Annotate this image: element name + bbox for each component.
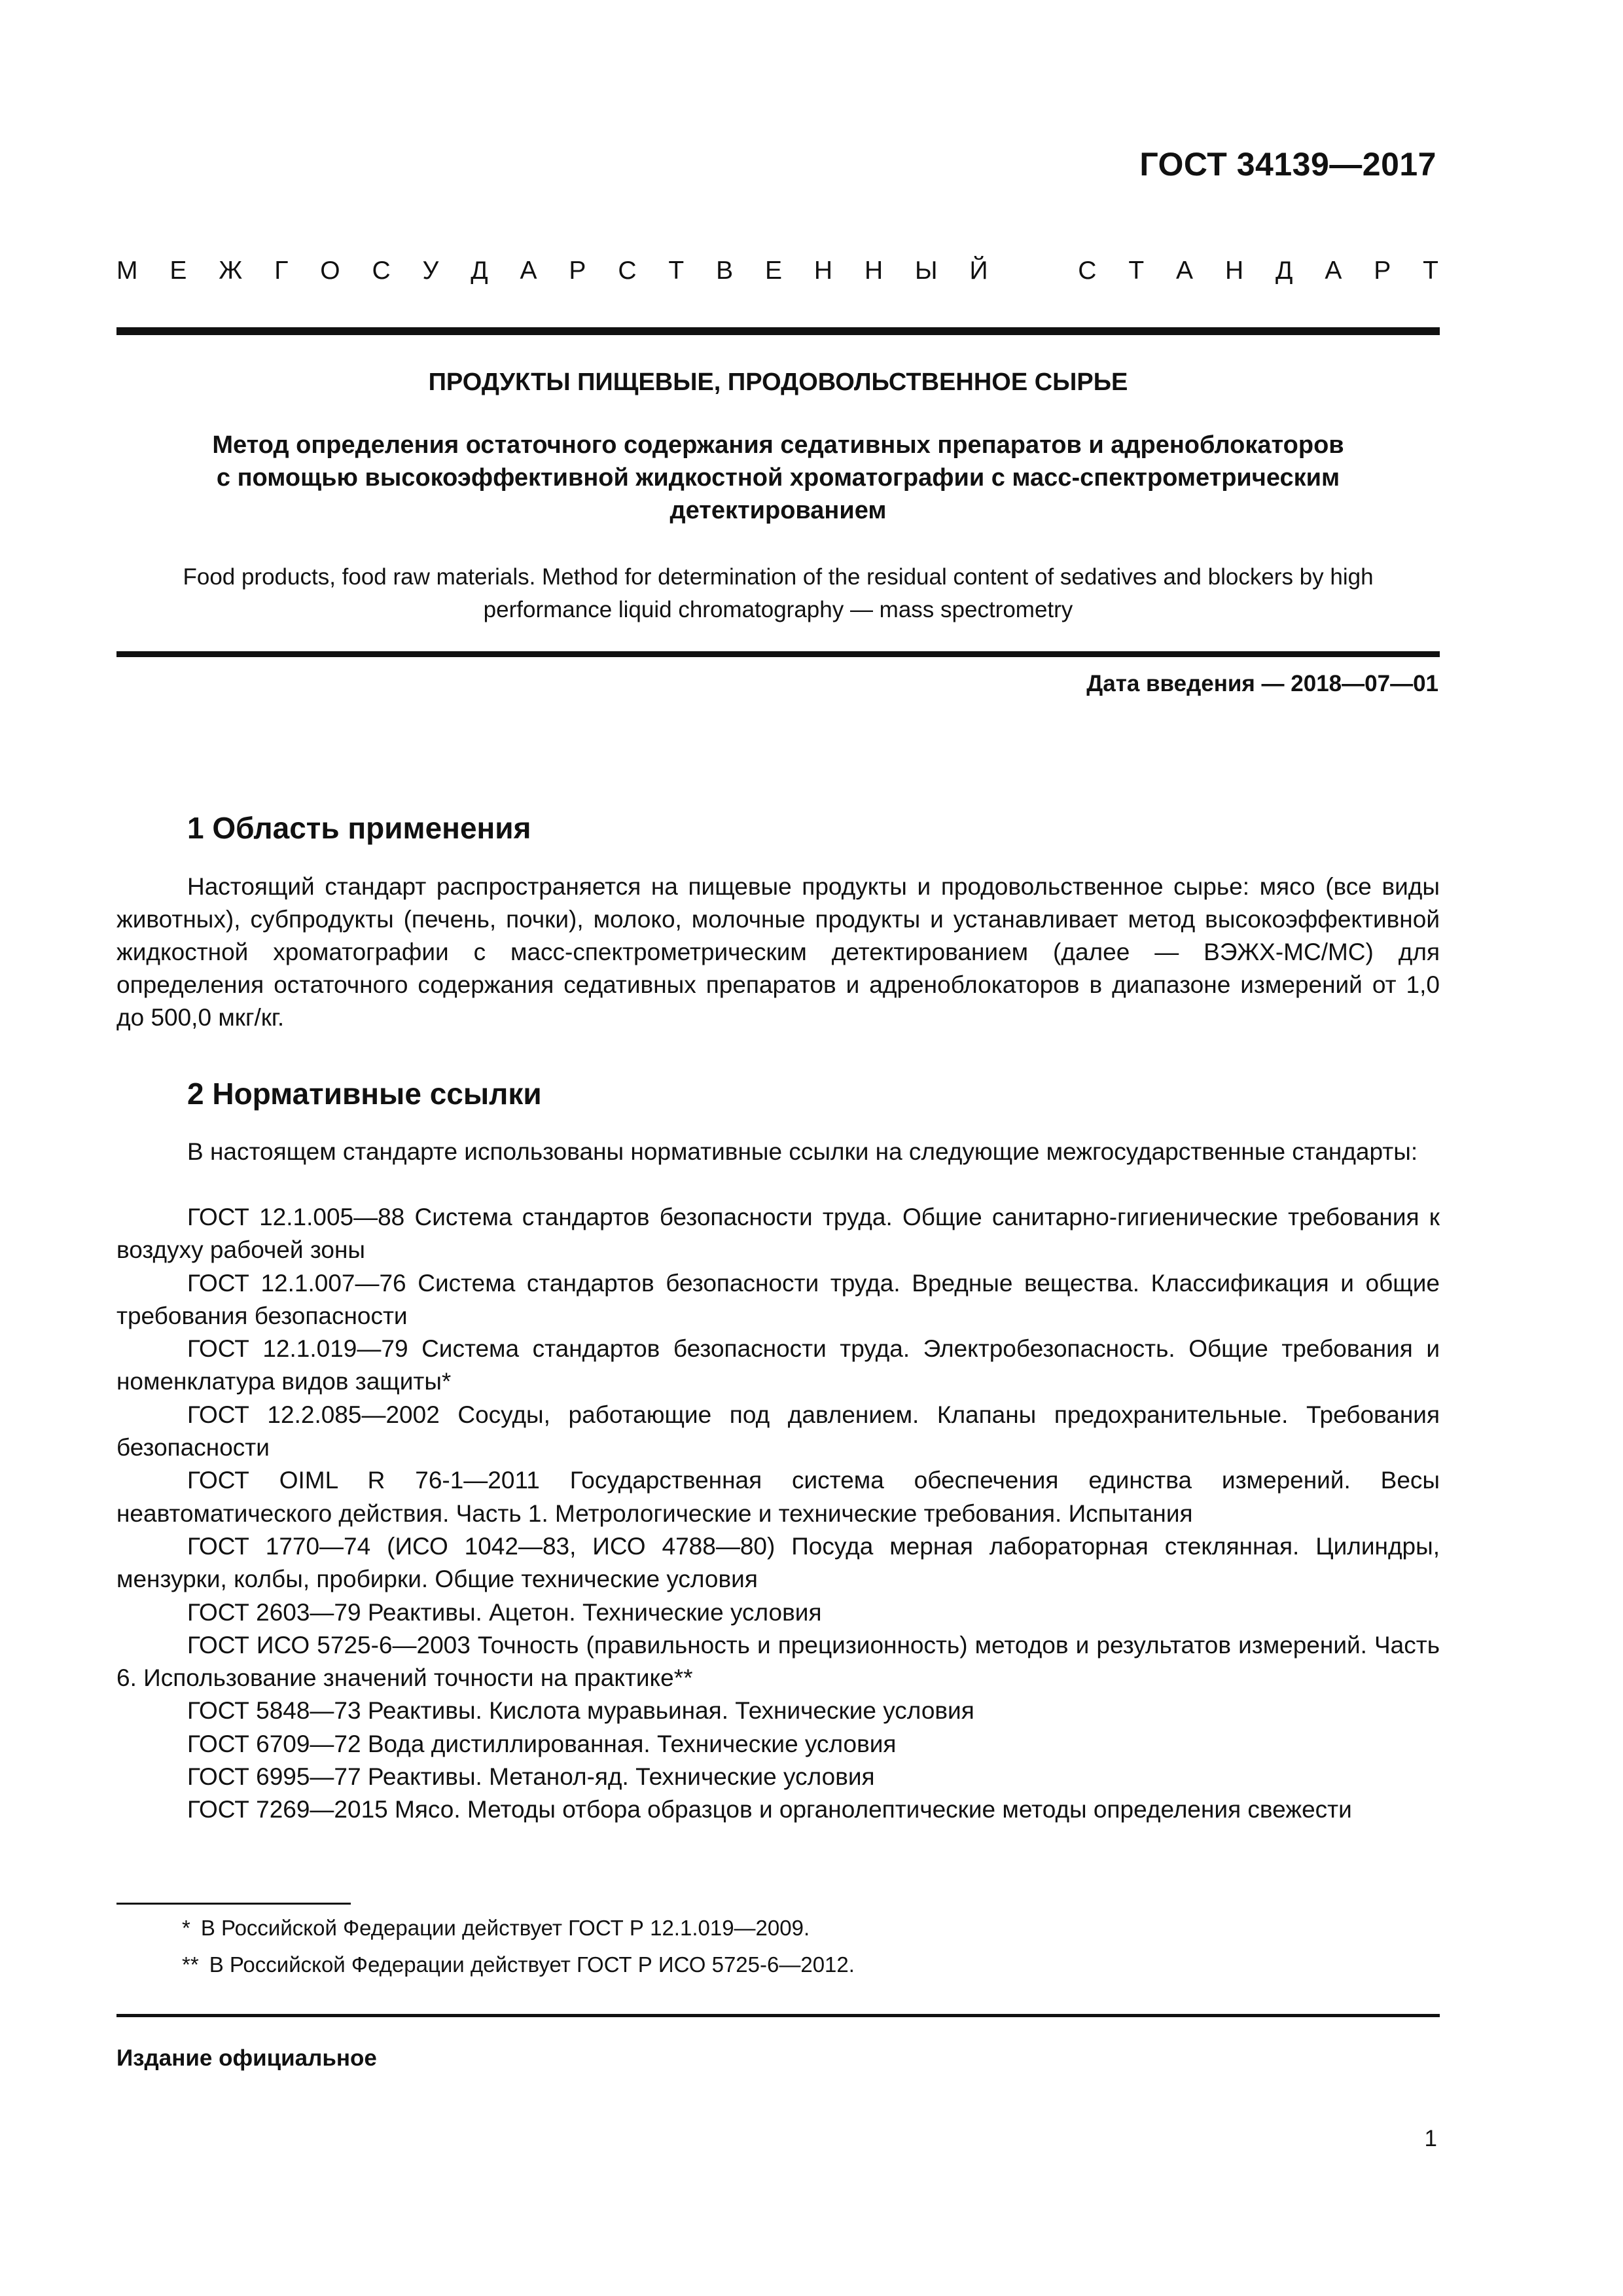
footnotes — [116, 1910, 855, 1983]
footnote-separator — [116, 1903, 351, 1905]
footnote-item — [116, 1910, 855, 1946]
heading-letter: У — [422, 257, 439, 285]
heading-letter: С — [372, 257, 391, 285]
reference-item: ГОСТ 2603—79 Реактивы. Ацетон. Технические условия — [187, 1598, 822, 1626]
reference-item: ГОСТ 12.1.007—76 Система стандартов безопасности труда. Вредные вещества. Классификация и общие требования безопасности — [116, 1269, 1440, 1329]
reference-item: ГОСТ 6709—72 Вода дистиллированная. Технические условия — [187, 1730, 897, 1757]
heading-letter: Т — [668, 257, 685, 285]
top-divider — [116, 327, 1440, 335]
footnote-text: В Российской Федерации действует ГОСТ Р ИСО 5725-6—2012. — [209, 1952, 855, 1977]
reference-item: ГОСТ OIML R 76-1—2011 Государственная система обеспечения единства измерений. Весы неавтоматического действия. Часть 1. Метрологические и технические требования. Испытания — [116, 1467, 1440, 1527]
reference-item: ГОСТ 5848—73 Реактивы. Кислота муравьиная. Технические условия — [187, 1697, 974, 1725]
footnote-mark: * — [182, 1916, 190, 1940]
document-title-ru: ПРОДУКТЫ ПИЩЕВЫЕ, ПРОДОВОЛЬСТВЕННОЕ СЫРЬЕ — [428, 368, 1128, 396]
section-text-references: В настоящем стандарте использованы нормативные ссылки на следующие межгосударственные стандарты: — [187, 1138, 1418, 1165]
heading-letter: Е — [765, 257, 783, 285]
reference-item: ГОСТ 12.1.005—88 Система стандартов безопасности труда. Общие санитарно-гигиенические требования к воздуху рабочей зоны — [116, 1204, 1440, 1264]
section-title-scope: 1 Область применения — [187, 811, 531, 845]
heading-letter: В — [716, 257, 734, 285]
bottom-divider — [116, 2014, 1440, 2017]
footnote-item — [116, 1946, 855, 1983]
heading-letter: Н — [813, 257, 833, 285]
heading-letter: Р — [1374, 257, 1391, 285]
section-title-references: 2 Нормативные ссылки — [187, 1077, 542, 1111]
heading-letter: Ж — [219, 257, 243, 285]
reference-item: ГОСТ 12.1.019—79 Система стандартов безопасности труда. Электробезопасность. Общие требования и номенклатура видов защиты* — [116, 1335, 1440, 1395]
heading-letter: Е — [169, 257, 187, 285]
heading-letter: О — [320, 257, 340, 285]
standard-designation: ГОСТ 34139—2017 — [1139, 146, 1436, 183]
subtitle-line: детектированием — [669, 497, 887, 524]
heading-letter: Д — [471, 257, 488, 285]
page-number: 1 — [1424, 2126, 1437, 2151]
reference-item: ГОСТ 12.2.085—2002 Сосуды, работающие под давлением. Клапаны предохранительные. Требования безопасности — [116, 1401, 1440, 1462]
footnote-text: В Российской Федерации действует ГОСТ Р 12.1.019—2009. — [200, 1916, 810, 1940]
introduction-date: Дата введения — 2018—07—01 — [1086, 671, 1438, 696]
references-list — [116, 1201, 1440, 1827]
heading-letter: Г — [274, 257, 289, 285]
edition-label: Издание официальное — [116, 2045, 377, 2071]
reference-item: ГОСТ 6995—77 Реактивы. Метанол-яд. Технические условия — [187, 1763, 875, 1791]
heading-letter: Т — [1128, 257, 1145, 285]
heading-letter: А — [1325, 257, 1342, 285]
interstate-standard-heading — [116, 257, 1438, 285]
heading-letter: М — [116, 257, 138, 285]
footnote-mark: ** — [182, 1952, 199, 1977]
reference-item: ГОСТ 7269—2015 Мясо. Методы отбора образцов и органолептические методы определения свежести — [187, 1796, 1352, 1823]
heading-letter: А — [1176, 257, 1194, 285]
heading-letter: Н — [864, 257, 883, 285]
heading-letter: С — [618, 257, 637, 285]
heading-letter: Р — [569, 257, 586, 285]
section-text-scope: Настоящий стандарт распространяется на пищевые продукты и продовольственное сырье: мясо (все виды животных), субпродукты (печень, почки), молоко, молочные продукты и устанавливает метод высокоэффективной жидкостной хроматографии с масс-спектрометрическим детектированием (далее — ВЭЖХ-МС/МС) для определения остаточного содержания седативных препаратов и адреноблокаторов в диапазоне измерений от 1,0 до 500,0 мкг/кг. — [116, 873, 1440, 1031]
reference-item: ГОСТ 1770—74 (ИСО 1042—83, ИСО 4788—80) Посуда мерная лабораторная стеклянная. Цилиндры, мензурки, колбы, пробирки. Общие технические условия — [116, 1532, 1440, 1593]
heading-letter: С — [1078, 257, 1097, 285]
subtitle-line: Метод определения остаточного содержания седативных препаратов и адреноблокаторов — [212, 431, 1344, 459]
heading-letter: А — [520, 257, 537, 285]
reference-item: ГОСТ ИСО 5725-6—2003 Точность (правильность и прецизионность) методов и результатов измерений. Часть 6. Использование значений точности на практике** — [116, 1631, 1440, 1692]
heading-letter: Й — [969, 257, 988, 285]
heading-letter: Д — [1275, 257, 1293, 285]
heading-letter: Ы — [915, 257, 938, 285]
title-divider — [116, 651, 1440, 657]
subtitle-line: с помощью высокоэффективной жидкостной хроматографии с масс-спектрометрическим — [216, 464, 1340, 492]
heading-letter: Т — [1423, 257, 1438, 285]
heading-letter: Н — [1224, 257, 1244, 285]
title-en-line: performance liquid chromatography — mass spectrometry — [483, 597, 1073, 622]
title-en-line: Food products, food raw materials. Method for determination of the residual content of sedatives and blockers by high — [183, 564, 1374, 590]
document-subtitle-ru — [116, 429, 1440, 527]
document-title-en — [116, 561, 1440, 626]
